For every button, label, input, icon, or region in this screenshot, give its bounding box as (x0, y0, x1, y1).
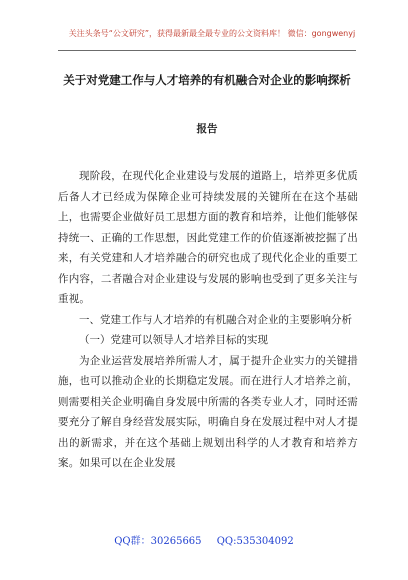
document-body (58, 166, 358, 474)
header-divider (58, 50, 356, 51)
subsection-paragraph: 为企业运营发展培养所需人才，属于提升企业实力的关键措施，也可以推动企业的长期稳定发展。而在进行人才培养之前，则需要相关企业明确自身发展中所需的各类专业人才，同时还需要充分了解自身经营发展实际，明确自身在发展过程中对人才提出的新需求，并在这个基础上规划出科学的人才教育和培养方案。如果可以在企业发展 (58, 354, 358, 469)
section-heading: 一、党建工作与人才培养的有机融合对企业的主要影响分析 (79, 313, 352, 326)
footer-contact (0, 535, 408, 549)
footer-qq-group: QQ群：30265665 (114, 536, 202, 547)
header-note: 关注头条号“公文研究”，获得最新最全最专业的公文资料库！ 微信：gongwenyj (68, 29, 356, 38)
document-title: 关于对党建工作与人才培养的有机融合对企业的影响探析 (63, 73, 351, 87)
document-subtitle: 报告 (196, 123, 218, 135)
subsection-heading: （一）党建可以领导人才培养目标的实现 (79, 334, 268, 346)
footer-qq-number: QQ:535304092 (216, 536, 294, 547)
intro-paragraph: 现阶段，在现代化企业建设与发展的道路上，培养更多优质后备人才已经成为保障企业可持续发展的关键所在在这个基础上，也需要企业做好员工思想方面的教育和培养，让他们能够保持统一、正确的工作思想，因此党建工作的价值逐渐被挖掘了出来，有关党建和人才培养融合的研究也成了现代化企业的重要工作内容，二者融合对企业建设与发展的影响也受到了更多关注与重视。 (58, 170, 358, 305)
